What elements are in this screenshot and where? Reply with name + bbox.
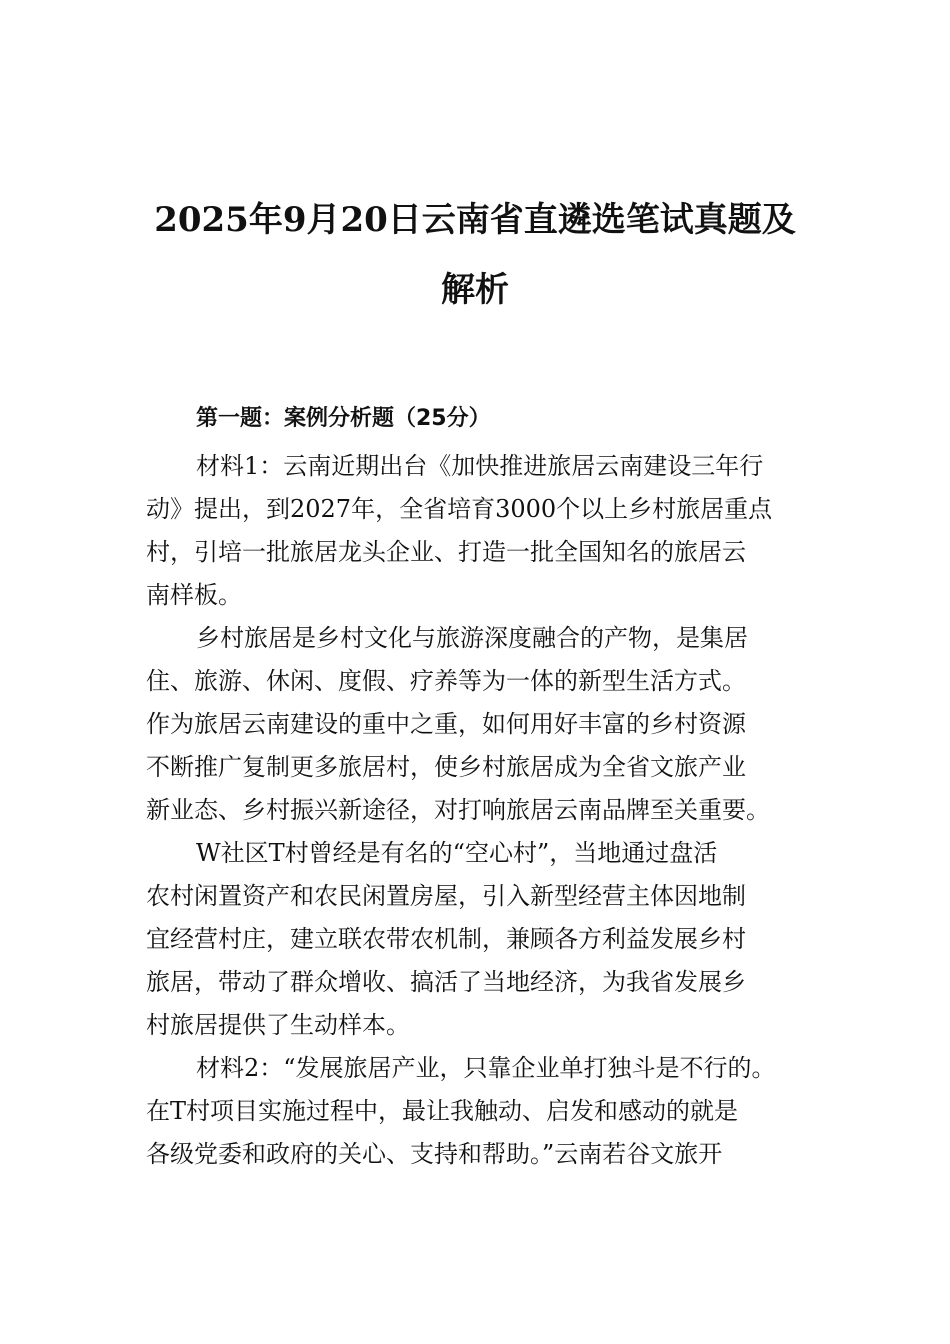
body-line: 宜经营村庄，建立联农带农机制，兼顾各方利益发展乡村 <box>146 925 746 953</box>
body-line: 各级党委和政府的关心、支持和帮助。”云南若谷文旅开 <box>146 1140 723 1168</box>
body-line: 南样板。 <box>146 581 242 609</box>
body-line: 材料2：“发展旅居产业，只靠企业单打独斗是不行的。 <box>196 1054 776 1082</box>
body-line: 材料1：云南近期出台《加快推进旅居云南建设三年行 <box>196 452 764 480</box>
body-line: 村，引培一批旅居龙头企业、打造一批全国知名的旅居云 <box>146 538 746 566</box>
body-line: 动》提出，到2027年，全省培育3000个以上乡村旅居重点 <box>146 495 773 523</box>
body-line: 农村闲置资产和农民闲置房屋，引入新型经营主体因地制 <box>146 882 746 910</box>
body-line: 在T村项目实施过程中，最让我触动、启发和感动的就是 <box>146 1097 739 1125</box>
body-line: 不断推广复制更多旅居村，使乡村旅居成为全省文旅产业 <box>146 753 746 781</box>
body-line: 住、旅游、休闲、度假、疗养等为一体的新型生活方式。 <box>146 667 746 695</box>
body-line: 旅居，带动了群众增收、搞活了当地经济，为我省发展乡 <box>146 968 746 996</box>
document-title-line-2: 解析 <box>441 270 509 310</box>
body-line: 作为旅居云南建设的重中之重，如何用好丰富的乡村资源 <box>146 710 746 738</box>
body-line: 村旅居提供了生动样本。 <box>146 1011 410 1039</box>
body-line: 乡村旅居是乡村文化与旅游深度融合的产物，是集居 <box>196 624 748 652</box>
section-heading: 第一题：案例分析题（25分） <box>196 406 491 431</box>
body-line: 新业态、乡村振兴新途径，对打响旅居云南品牌至关重要。 <box>146 796 770 824</box>
document-title-line-1: 2025年9月20日云南省直遴选笔试真题及 <box>154 200 796 240</box>
body-line: W社区T村曾经是有名的“空心村”，当地通过盘活 <box>196 839 718 867</box>
